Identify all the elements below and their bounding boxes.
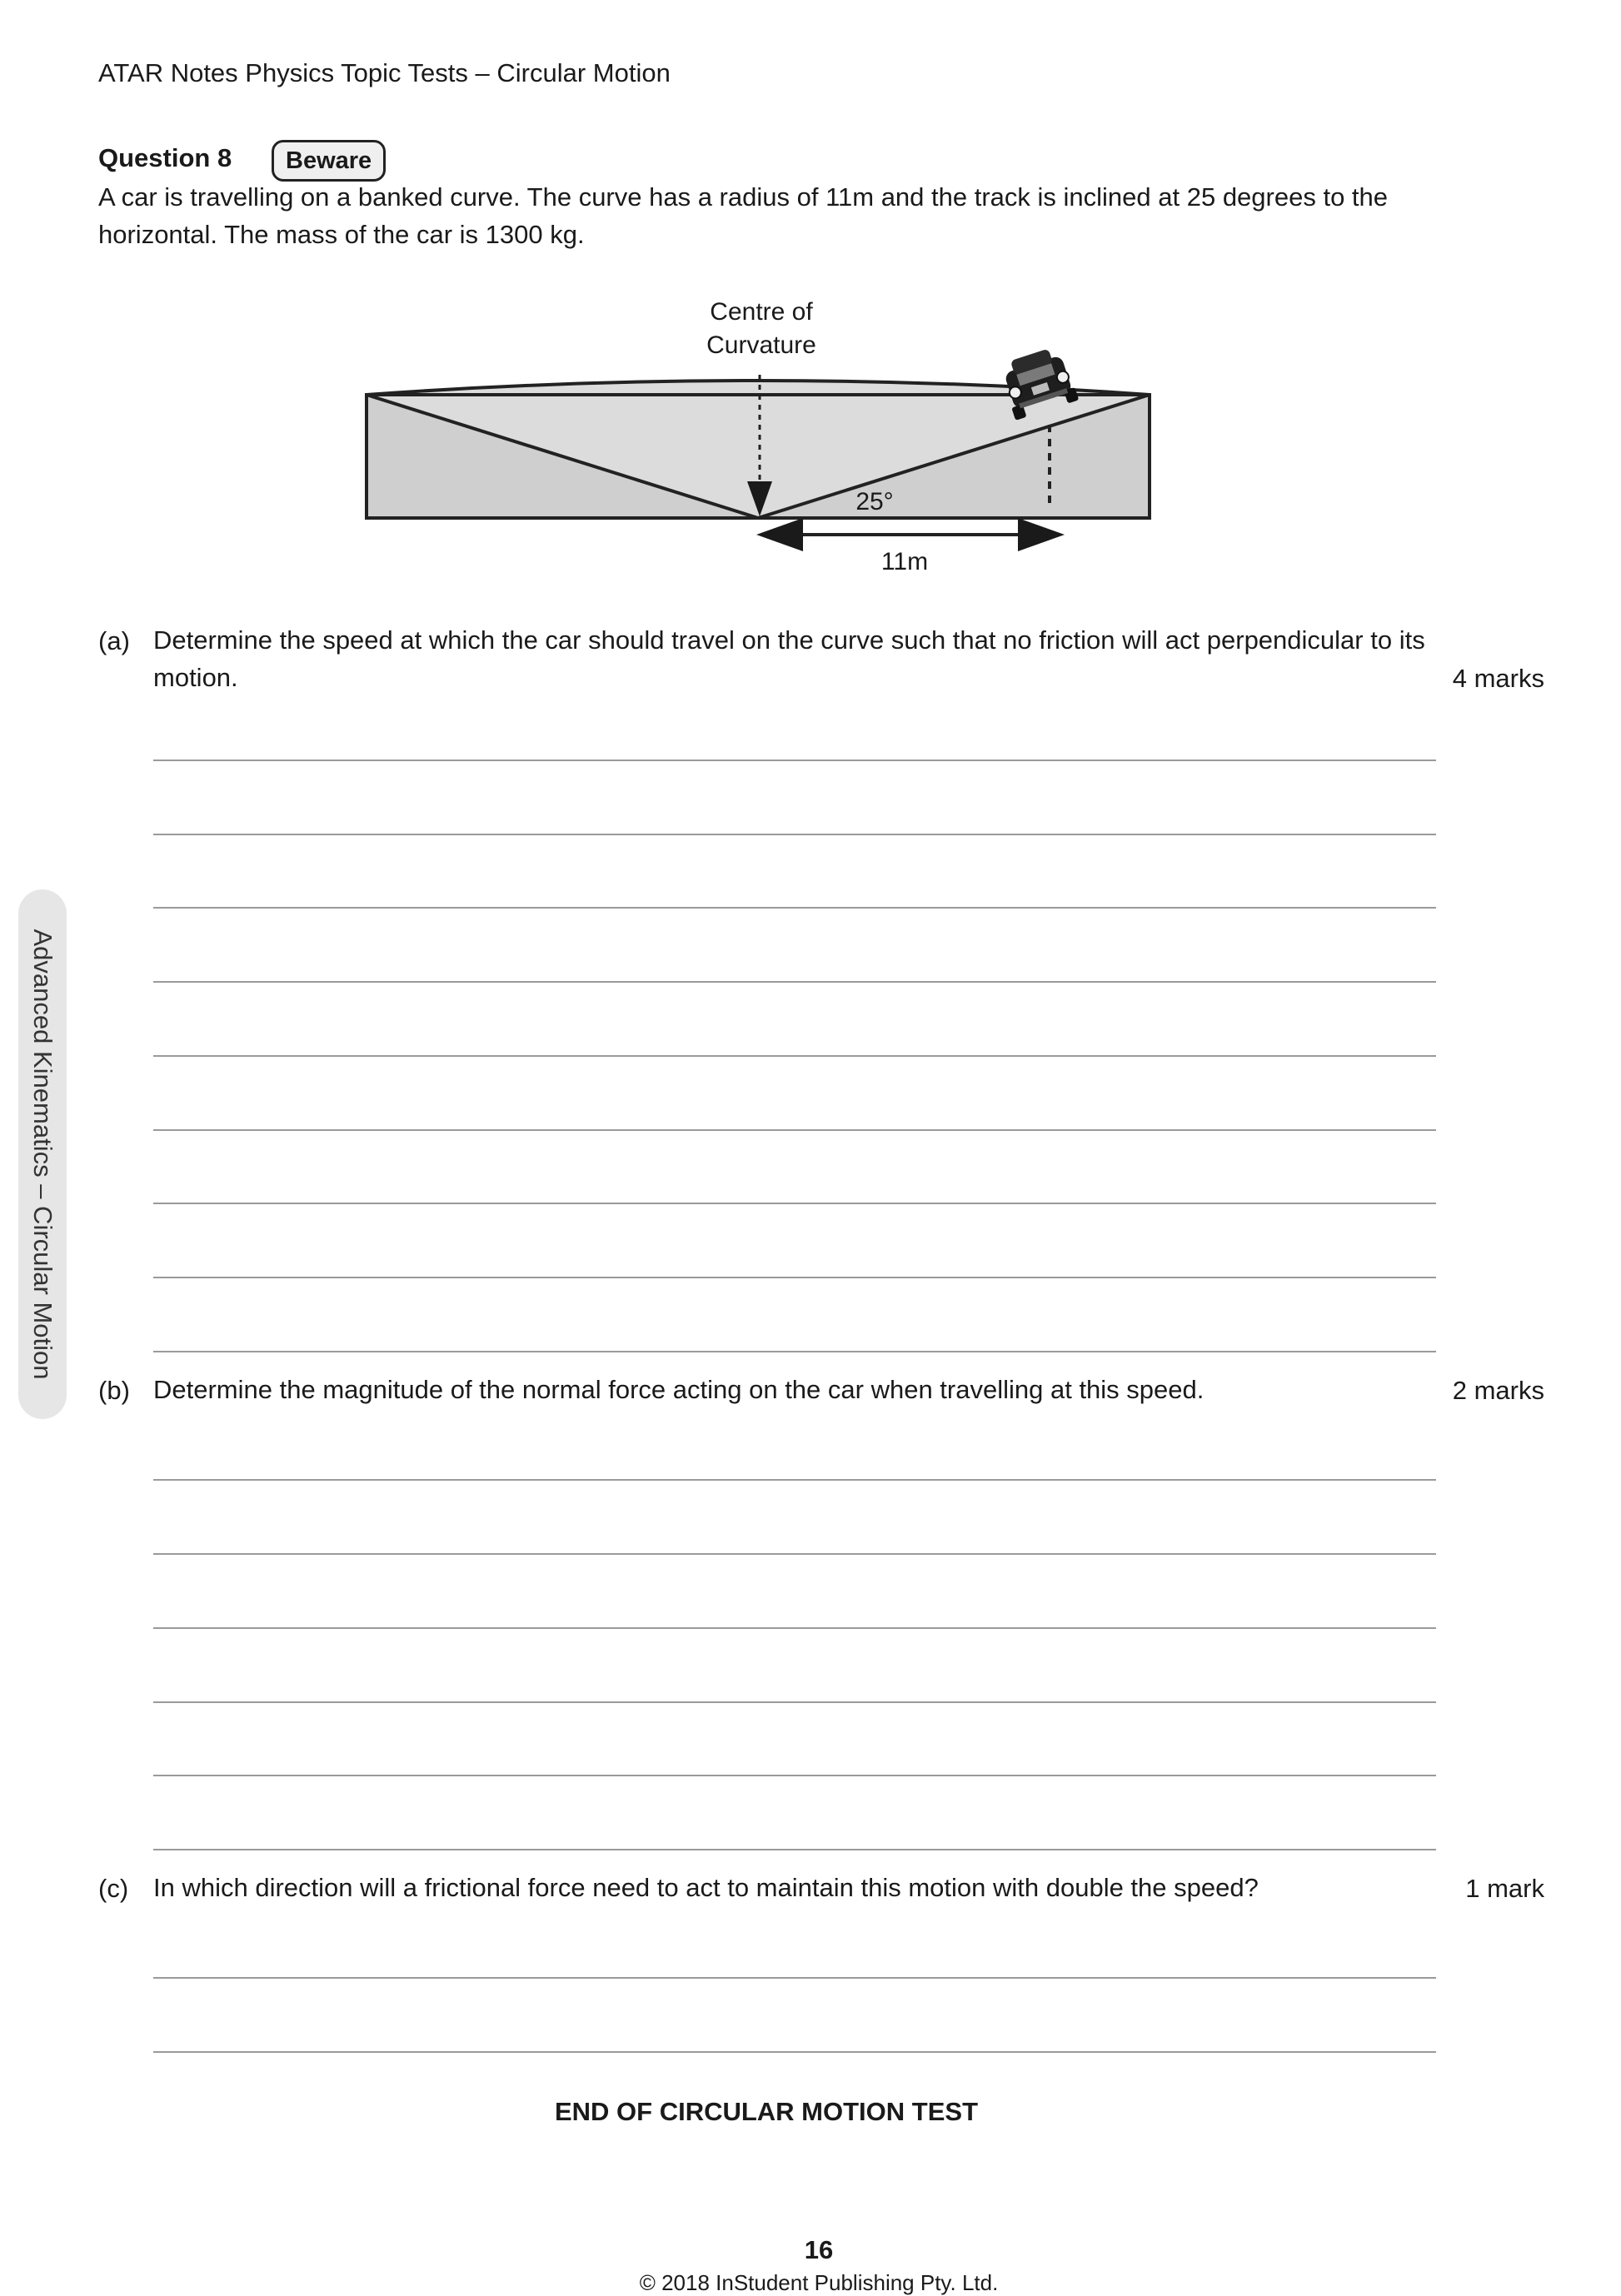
page-number: 16 — [804, 2235, 834, 2264]
answer-line[interactable] — [153, 1977, 1436, 1979]
answer-line[interactable] — [153, 1849, 1436, 1850]
copyright-notice: © 2018 InStudent Publishing Pty. Ltd. — [639, 2270, 999, 2295]
answer-line[interactable] — [153, 907, 1436, 909]
answer-line[interactable] — [153, 1775, 1436, 1776]
banked-curve-diagram — [358, 291, 1208, 583]
end-of-test-title: END OF CIRCULAR MOTION TEST — [554, 2097, 979, 2126]
part-b-marks: 2 marks — [1452, 1376, 1544, 1405]
running-header: ATAR Notes Physics Topic Tests – Circular Motion — [98, 58, 671, 87]
part-a-marks: 4 marks — [1452, 664, 1544, 693]
centre-label-line2: Curvature — [706, 331, 816, 359]
answer-line[interactable] — [153, 834, 1436, 835]
question-intro: A car is travelling on a banked curve. The curve has a radius of 11m and the track is inclined at 25 degrees to the horizontal. The mass of the car is 1300 kg. — [98, 182, 1389, 249]
part-c-text: In which direction will a frictional force need to act to maintain this motion with double the speed? — [153, 1873, 1259, 1902]
question-title: Question 8 — [98, 143, 232, 172]
answer-line[interactable] — [153, 1055, 1436, 1057]
radius-label: 11m — [880, 548, 929, 575]
answer-line[interactable] — [153, 1553, 1436, 1555]
part-b-text: Determine the magnitude of the normal force acting on the car when travelling at this speed. — [153, 1375, 1205, 1404]
part-c-label: (c) — [98, 1874, 129, 1903]
answer-line[interactable] — [153, 1277, 1436, 1278]
answer-line[interactable] — [153, 760, 1436, 761]
beware-badge: Beware — [272, 140, 386, 182]
part-b-label: (b) — [98, 1376, 130, 1405]
answer-line[interactable] — [153, 1129, 1436, 1131]
answer-line[interactable] — [153, 1701, 1436, 1703]
answer-line[interactable] — [153, 1203, 1436, 1204]
answer-line[interactable] — [153, 1627, 1436, 1629]
centre-label-line1: Centre of — [710, 298, 813, 326]
answer-line[interactable] — [153, 981, 1436, 983]
answer-line[interactable] — [153, 1479, 1436, 1481]
part-a-text: Determine the speed at which the car should travel on the curve such that no friction will act perpendicular to its motion. — [153, 625, 1425, 692]
part-a-label: (a) — [98, 626, 130, 655]
side-tab-label: Advanced Kinematics – Circular Motion — [28, 929, 57, 1380]
part-c-marks: 1 mark — [1465, 1874, 1544, 1903]
answer-line[interactable] — [153, 2051, 1436, 2053]
angle-label: 25° — [855, 488, 894, 515]
answer-line[interactable] — [153, 1351, 1436, 1352]
